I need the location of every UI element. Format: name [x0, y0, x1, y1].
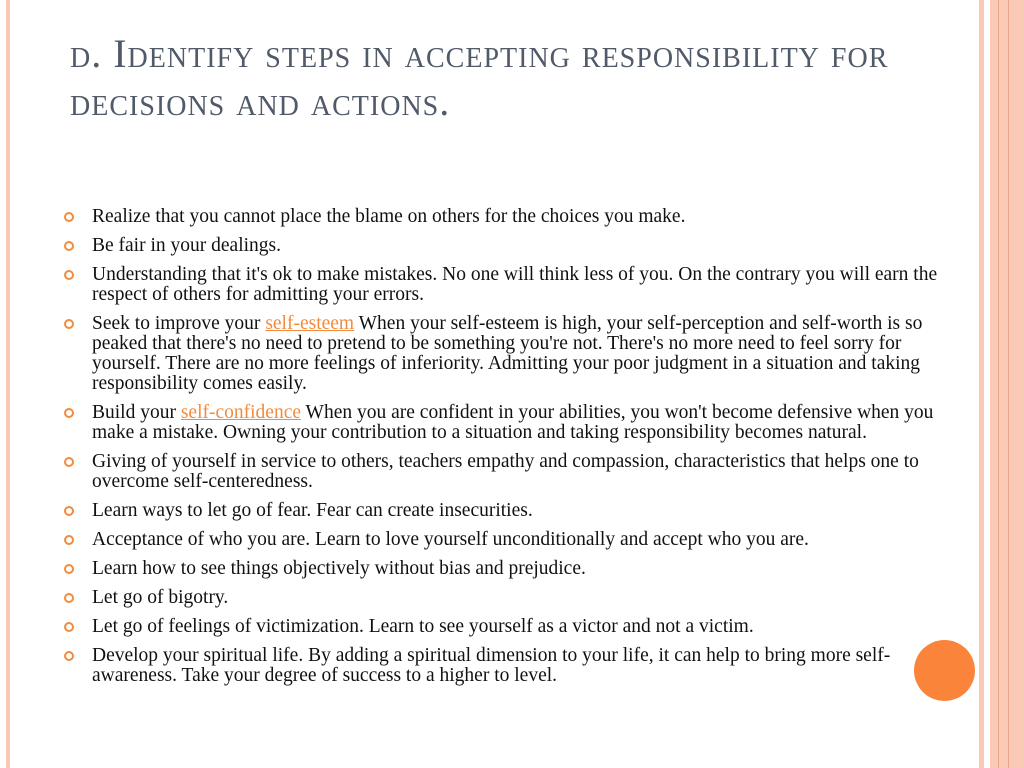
bullet-icon	[64, 564, 74, 574]
left-border-line	[6, 0, 10, 768]
bullet-icon	[64, 651, 74, 661]
bullet-icon	[64, 270, 74, 280]
list-item: Seek to improve your self-esteem When your self-esteem is high, your self-perception and self-worth is so peaked that there's no need to pretend to be something you're not. There's no more need to feel sorry for yourself. There are no more feelings of inferiority. Admitting your poor judgment in a situation and taking responsibility comes easily.	[62, 314, 942, 394]
decorative-orange-circle	[914, 640, 975, 701]
list-item: Let go of feelings of victimization. Learn to see yourself as a victor and not a victim.	[62, 617, 942, 637]
bullet-icon	[64, 408, 74, 418]
list-item: Acceptance of who you are. Learn to love yourself unconditionally and accept who you are.	[62, 530, 942, 550]
bullet-icon	[64, 212, 74, 222]
bullet-icon	[64, 241, 74, 251]
self-confidence-link[interactable]: self-confidence	[180, 402, 302, 423]
right-border-band	[990, 0, 1024, 768]
list-item: Understanding that it's ok to make mistakes. No one will think less of you. On the contrary you will earn the respect of others for admitting your errors.	[62, 265, 942, 305]
bullet-icon	[64, 457, 74, 467]
bullet-icon	[64, 535, 74, 545]
self-esteem-link[interactable]: self-esteem	[265, 313, 355, 334]
right-border-stripe	[979, 0, 984, 768]
list-item: Realize that you cannot place the blame on others for the choices you make.	[62, 207, 942, 227]
list-item: Be fair in your dealings.	[62, 236, 942, 256]
bullet-list	[62, 207, 942, 695]
list-item: Develop your spiritual life. By adding a spiritual dimension to your life, it can help to bring more self-awareness. Take your degree of success to a higher to level.	[62, 646, 942, 686]
list-item: Build your self-confidence When you are confident in your abilities, you won't become defensive when you make a mistake. Owning your contribution to a situation and taking responsibility becomes natural.	[62, 403, 942, 443]
bullet-icon	[64, 593, 74, 603]
bullet-icon	[64, 319, 74, 329]
list-item: Let go of bigotry.	[62, 588, 942, 608]
list-item: Learn ways to let go of fear. Fear can create insecurities.	[62, 501, 942, 521]
bullet-icon	[64, 506, 74, 516]
slide-title: d. Identify steps in accepting responsibility for decisions and actions.	[70, 31, 889, 124]
list-item: Learn how to see things objectively without bias and prejudice.	[62, 559, 942, 579]
list-item: Giving of yourself in service to others, teachers empathy and compassion, characteristics that helps one to overcome self-centeredness.	[62, 452, 942, 492]
bullet-icon	[64, 622, 74, 632]
